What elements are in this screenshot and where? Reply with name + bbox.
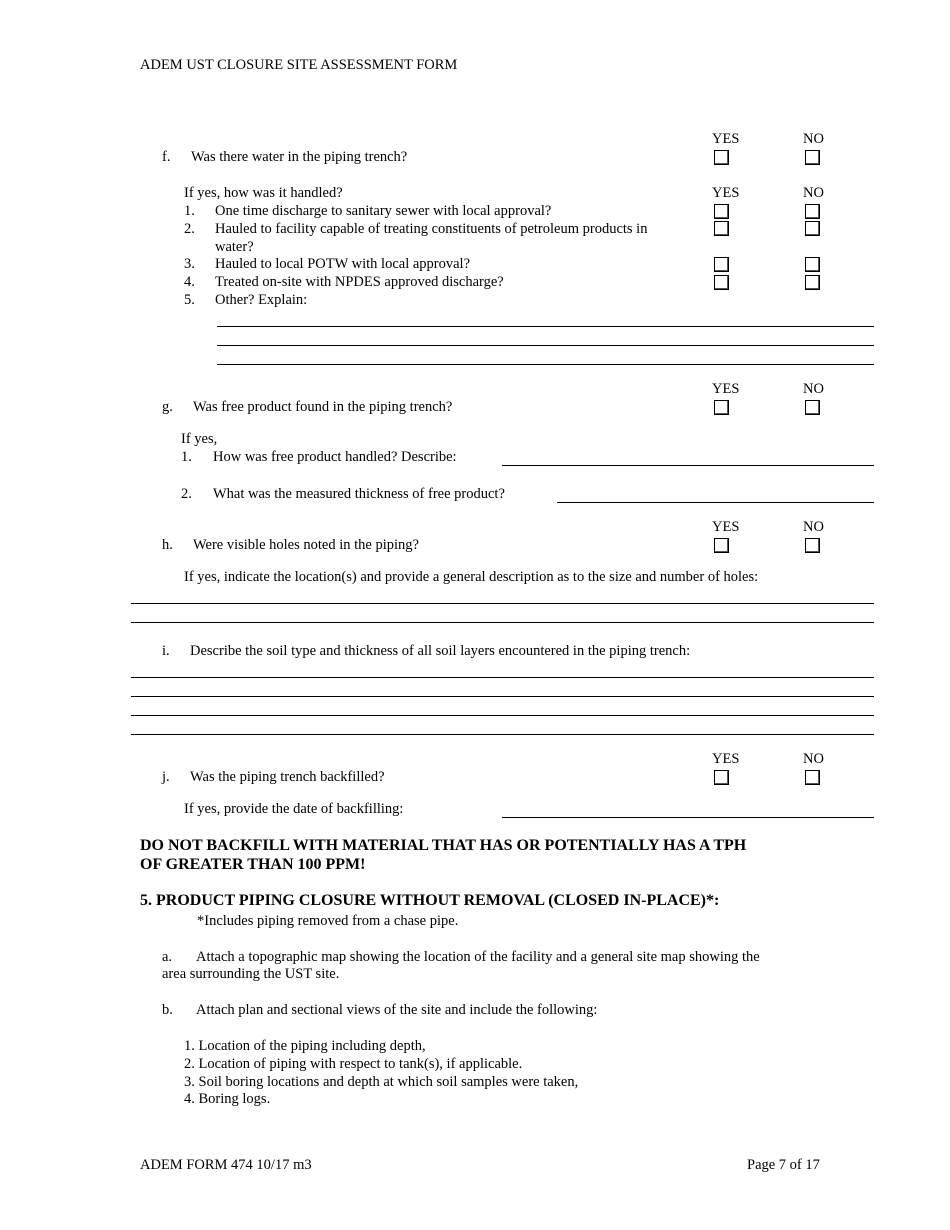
question-i-letter: i. [162, 643, 170, 659]
footer-page-number: Page 7 of 17 [747, 1157, 820, 1173]
item-a-letter: a. [162, 949, 173, 965]
warning-line-1: DO NOT BACKFILL WITH MATERIAL THAT HAS OR POTENTIALLY HAS A TPH [140, 837, 747, 854]
explain-line[interactable] [217, 364, 874, 365]
question-g-sub2-number: 2. [181, 486, 192, 502]
question-g-letter: g. [162, 399, 173, 415]
soil-description-line[interactable] [131, 696, 874, 697]
thickness-line[interactable] [557, 502, 874, 503]
no-label: NO [803, 185, 824, 201]
list-item: 2. Location of piping with respect to tank(s), if applicable. [184, 1056, 523, 1072]
item-a-text-continued: area surrounding the UST site. [162, 966, 340, 982]
question-g-text: Was free product found in the piping trench? [193, 399, 453, 415]
list-item: 3. Soil boring locations and depth at which soil samples were taken, [184, 1074, 579, 1090]
option-number: 4. [184, 274, 195, 290]
footer-form-number: ADEM FORM 474 10/17 m3 [140, 1157, 312, 1173]
question-f-letter: f. [162, 149, 171, 165]
list-item: 4. Boring logs. [184, 1091, 271, 1107]
list-item: 1. Location of the piping including depth, [184, 1038, 426, 1054]
question-f-no-checkbox[interactable] [805, 150, 820, 165]
option-text-continued: water? [215, 239, 254, 255]
option-number: 3. [184, 256, 195, 272]
option-text: Hauled to facility capable of treating constituents of petroleum products in [215, 221, 648, 237]
question-j-yes-checkbox[interactable] [714, 770, 729, 785]
yes-label: YES [712, 751, 740, 767]
holes-description-line[interactable] [131, 603, 874, 604]
question-i-text: Describe the soil type and thickness of all soil layers encountered in the piping trench: [190, 643, 691, 659]
no-label: NO [803, 519, 824, 535]
question-g-sub2-text: What was the measured thickness of free product? [213, 486, 505, 502]
no-label: NO [803, 131, 824, 147]
question-j-text: Was the piping trench backfilled? [190, 769, 385, 785]
section-5-title: 5. PRODUCT PIPING CLOSURE WITHOUT REMOVAL (CLOSED IN-PLACE)*: [140, 892, 720, 909]
warning-line-2: OF GREATER THAN 100 PPM! [140, 856, 366, 873]
explain-line[interactable] [217, 345, 874, 346]
yes-label: YES [712, 519, 740, 535]
soil-description-line[interactable] [131, 734, 874, 735]
no-label: NO [803, 381, 824, 397]
option-text: One time discharge to sanitary sewer with local approval? [215, 203, 552, 219]
question-h-text: Were visible holes noted in the piping? [193, 537, 419, 553]
option-4-no-checkbox[interactable] [805, 275, 820, 290]
yes-label: YES [712, 381, 740, 397]
option-text: Treated on-site with NPDES approved discharge? [215, 274, 504, 290]
soil-description-line[interactable] [131, 715, 874, 716]
option-number: 5. [184, 292, 195, 308]
option-2-no-checkbox[interactable] [805, 221, 820, 236]
option-2-yes-checkbox[interactable] [714, 221, 729, 236]
option-1-yes-checkbox[interactable] [714, 204, 729, 219]
yes-label: YES [712, 131, 740, 147]
question-f-if-yes: If yes, how was it handled? [184, 185, 343, 201]
question-j-no-checkbox[interactable] [805, 770, 820, 785]
question-g-sub1-number: 1. [181, 449, 192, 465]
holes-description-line[interactable] [131, 622, 874, 623]
section-5-note: *Includes piping removed from a chase pipe. [197, 913, 459, 929]
backfill-date-line[interactable] [502, 817, 874, 818]
question-f-text: Was there water in the piping trench? [191, 149, 408, 165]
form-title: ADEM UST CLOSURE SITE ASSESSMENT FORM [140, 57, 458, 73]
option-number: 2. [184, 221, 195, 237]
question-g-sub1-text: How was free product handled? Describe: [213, 449, 457, 465]
option-4-yes-checkbox[interactable] [714, 275, 729, 290]
yes-label: YES [712, 185, 740, 201]
question-h-letter: h. [162, 537, 173, 553]
question-h-no-checkbox[interactable] [805, 538, 820, 553]
option-3-yes-checkbox[interactable] [714, 257, 729, 272]
question-g-yes-checkbox[interactable] [714, 400, 729, 415]
option-1-no-checkbox[interactable] [805, 204, 820, 219]
question-f-yes-checkbox[interactable] [714, 150, 729, 165]
option-3-no-checkbox[interactable] [805, 257, 820, 272]
option-text: Other? Explain: [215, 292, 308, 308]
question-j-letter: j. [162, 769, 170, 785]
question-g-if-yes: If yes, [181, 431, 218, 447]
free-product-handled-line[interactable] [502, 465, 874, 466]
item-b-text: Attach plan and sectional views of the site and include the following: [196, 1002, 598, 1018]
item-b-letter: b. [162, 1002, 173, 1018]
question-j-if-yes: If yes, provide the date of backfilling: [184, 801, 404, 817]
question-g-no-checkbox[interactable] [805, 400, 820, 415]
question-h-if-yes: If yes, indicate the location(s) and provide a general description as to the size and number of holes: [184, 569, 759, 585]
item-a-text: Attach a topographic map showing the location of the facility and a general site map showing the [196, 949, 760, 965]
soil-description-line[interactable] [131, 677, 874, 678]
explain-line[interactable] [217, 326, 874, 327]
option-text: Hauled to local POTW with local approval? [215, 256, 471, 272]
no-label: NO [803, 751, 824, 767]
question-h-yes-checkbox[interactable] [714, 538, 729, 553]
option-number: 1. [184, 203, 195, 219]
